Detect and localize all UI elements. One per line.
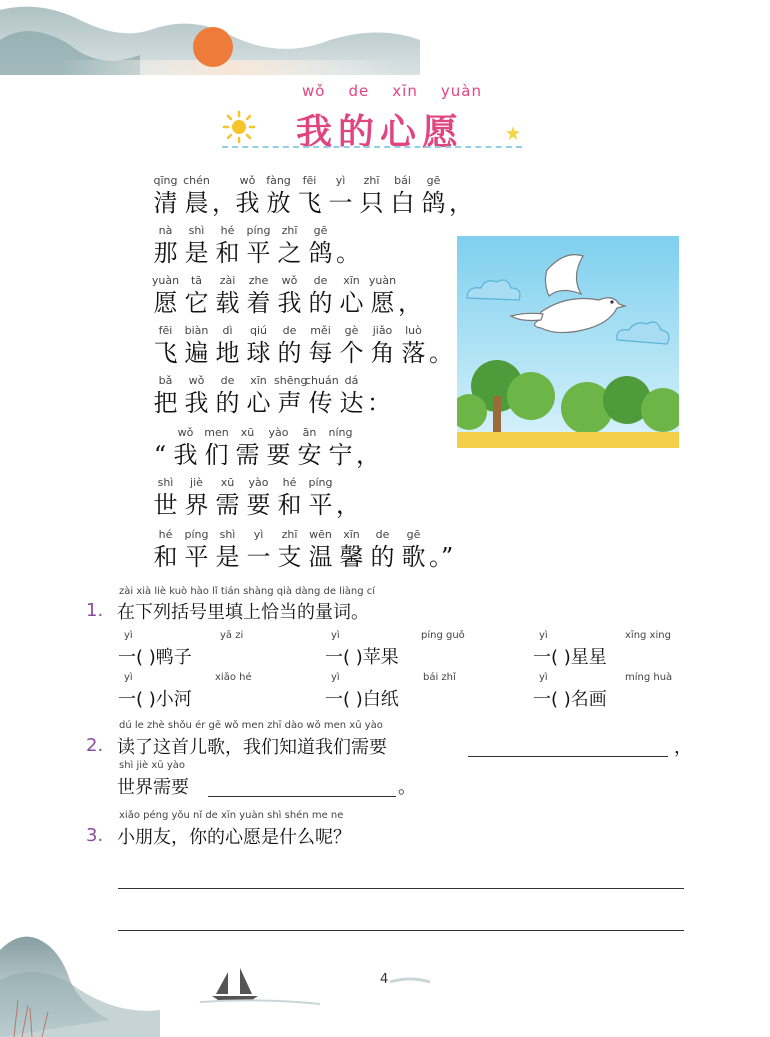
poem-char xyxy=(243,528,274,572)
poem-char xyxy=(398,274,422,318)
poem-char-pinyin: qīng xyxy=(153,174,178,187)
poem-char-pinyin: de xyxy=(282,324,297,337)
poem-char-pinyin: píng xyxy=(184,528,209,541)
poem-char-hanzi: 的 xyxy=(277,339,302,367)
fill-item-5[interactable]: 一( )白纸 xyxy=(325,689,399,710)
poem-char-pinyin: xīn xyxy=(343,274,360,287)
fill-item-4[interactable]: 一( )小河 xyxy=(118,689,192,710)
poem-char-hanzi: 载 xyxy=(215,289,240,317)
poem-char-hanzi: 一 xyxy=(246,543,271,571)
poem-char-pinyin xyxy=(150,426,170,440)
poem-char-hanzi: 心 xyxy=(339,289,364,317)
poem-char xyxy=(294,426,325,470)
poem-char xyxy=(212,274,243,318)
title-pinyin-1: wǒ xyxy=(302,82,326,100)
poem-char xyxy=(181,528,212,572)
poem-char-hanzi: “ xyxy=(153,441,167,469)
poem-char-hanzi: 地 xyxy=(215,339,240,367)
poem-char xyxy=(212,224,243,268)
poem-char-hanzi: 遍 xyxy=(184,339,209,367)
poem-char-pinyin: yào xyxy=(268,426,289,439)
fill-item-3-pinyin-word: xīng xing xyxy=(625,630,671,641)
poem-char-pinyin: xū xyxy=(240,426,255,439)
fill-item-4-pinyin-yi: yì xyxy=(124,672,133,683)
poem-char-pinyin: nà xyxy=(158,224,173,237)
poem-char-pinyin: de xyxy=(313,274,328,287)
fill-item-1-pinyin-yi: yì xyxy=(124,630,133,641)
poem-char-hanzi: 需 xyxy=(215,491,240,519)
poem-char-hanzi: 一 xyxy=(328,189,353,217)
question-1-pinyin: zài xià liè kuò hào lǐ tián shàng qià dàng de liàng cí xyxy=(119,586,376,597)
poem-char xyxy=(336,224,360,268)
poem-char-hanzi: 是 xyxy=(215,543,240,571)
poem-char xyxy=(212,374,243,418)
poem-char-pinyin: xīn xyxy=(250,374,267,387)
poem-line-3 xyxy=(150,274,422,318)
poem-char xyxy=(274,476,305,520)
poem-char-hanzi: ， xyxy=(449,189,473,217)
question-2-blank-1[interactable] xyxy=(468,736,668,757)
poem-char-pinyin: gē xyxy=(406,528,421,541)
poem-char xyxy=(212,174,236,218)
poem-char xyxy=(150,528,181,572)
title-underline xyxy=(222,146,522,148)
poem-char xyxy=(243,224,274,268)
poem-char xyxy=(274,374,308,418)
poem-char-hanzi: 那 xyxy=(153,239,178,267)
poem-char-pinyin: shēng xyxy=(274,374,308,387)
poem-char-pinyin: jiè xyxy=(190,476,203,489)
star-icon xyxy=(506,126,520,140)
poem-char-pinyin: fēi xyxy=(302,174,317,187)
poem-char-hanzi: 落 xyxy=(401,339,426,367)
poem-char xyxy=(367,374,391,418)
poem-char-hanzi: 温 xyxy=(308,543,333,571)
poem-line-6 xyxy=(150,426,380,470)
poem-char-pinyin: jiǎo xyxy=(372,324,393,337)
poem-char xyxy=(294,174,325,218)
poem-char-hanzi: 鸽 xyxy=(421,189,446,217)
poem-char xyxy=(367,324,398,368)
poem-char-hanzi: 需 xyxy=(235,441,260,469)
poem-char-hanzi: 鸽 xyxy=(308,239,333,267)
question-3-pinyin: xiǎo péng yǒu nǐ de xīn yuàn shì shén me ne xyxy=(119,810,344,821)
fill-item-2-pinyin-yi: yì xyxy=(331,630,340,641)
poem-char xyxy=(398,324,429,368)
poem-char-hanzi: 着 xyxy=(246,289,271,317)
poem-char xyxy=(181,374,212,418)
poem-char-pinyin: yuàn xyxy=(368,274,397,287)
poem-char xyxy=(150,274,181,318)
poem-char xyxy=(150,174,181,218)
poem-char-hanzi: 我 xyxy=(173,441,198,469)
poem-char xyxy=(263,426,294,470)
poem-char-pinyin: wǒ xyxy=(281,274,298,287)
poem-char-pinyin: fàng xyxy=(266,174,291,187)
poem-char-pinyin: yì xyxy=(253,528,264,541)
poem-char-hanzi: ， xyxy=(336,491,360,519)
poem-char xyxy=(336,528,367,572)
question-1-number: 1. xyxy=(86,600,104,621)
poem-char-hanzi: 晨 xyxy=(184,189,209,217)
question-1-text: 在下列括号里填上恰当的量词。 xyxy=(117,602,369,623)
poem-char-pinyin xyxy=(429,324,449,338)
poem-char xyxy=(274,324,305,368)
poem-char-hanzi: 飞 xyxy=(297,189,322,217)
poem-char xyxy=(212,528,243,572)
title-pinyin-4: yuàn xyxy=(440,82,482,100)
poem-char-hanzi: 要 xyxy=(266,441,291,469)
question-2-blank-2[interactable] xyxy=(208,776,396,797)
sailboat-icon xyxy=(212,968,258,1000)
poem-char xyxy=(336,324,367,368)
poem-char-pinyin: xū xyxy=(220,476,235,489)
poem-char-pinyin: píng xyxy=(308,476,333,489)
page-number: 4 xyxy=(380,972,389,987)
poem-char-hanzi: 每 xyxy=(308,339,333,367)
poem-char xyxy=(274,224,305,268)
poem-char xyxy=(429,528,454,572)
poem-char-hanzi: 平 xyxy=(308,491,333,519)
poem-char-pinyin xyxy=(212,174,232,188)
poem-char-hanzi: 馨 xyxy=(339,543,364,571)
poem-char xyxy=(356,174,387,218)
poem-char-hanzi: ， xyxy=(212,189,236,217)
poem-char-hanzi: ， xyxy=(356,441,380,469)
question-3-text: 小朋友，你的心愿是什么呢？ xyxy=(117,827,351,848)
poem-char-hanzi: 平 xyxy=(184,543,209,571)
title-pinyin-2: de xyxy=(348,82,370,100)
fill-item-6-pinyin-yi: yì xyxy=(539,672,548,683)
poem-char-hanzi: 的 xyxy=(370,543,395,571)
poem-char-pinyin: wǒ xyxy=(239,174,256,187)
poem-char-hanzi: 平 xyxy=(246,239,271,267)
answer-line-1[interactable] xyxy=(118,888,684,889)
poem-char-hanzi: 角 xyxy=(370,339,395,367)
question-3-number: 3. xyxy=(86,825,104,846)
poem-char xyxy=(181,476,212,520)
poem-char-pinyin: dì xyxy=(222,324,233,337)
poem-char-pinyin xyxy=(367,374,387,388)
question-2-period: 。 xyxy=(398,777,416,798)
poem-char xyxy=(325,426,356,470)
question-2-number: 2. xyxy=(86,735,104,756)
poem-char xyxy=(232,174,263,218)
poem-char-hanzi: 宁 xyxy=(328,441,353,469)
poem-line-2 xyxy=(150,224,360,268)
poem-char-pinyin: wēn xyxy=(309,528,332,541)
poem-char xyxy=(449,174,473,218)
poem-char xyxy=(305,324,336,368)
poem-char-pinyin: zhī xyxy=(281,528,298,541)
poem-char-hanzi: 达 xyxy=(339,389,364,417)
poem-char-hanzi: 世 xyxy=(153,491,178,519)
sun-circle xyxy=(193,27,233,67)
poem-char-hanzi: 们 xyxy=(204,441,229,469)
poem-char xyxy=(150,426,170,470)
poem-char-hanzi: 它 xyxy=(184,289,209,317)
poem-char-pinyin: shì xyxy=(157,476,174,489)
fill-item-5-pinyin-yi: yì xyxy=(331,672,340,683)
poem-char-pinyin: níng xyxy=(328,426,353,439)
poem-char-hanzi: 声 xyxy=(277,389,302,417)
poem-char-hanzi: 白 xyxy=(390,189,415,217)
poem-char xyxy=(325,174,356,218)
fill-item-6[interactable]: 一( )名画 xyxy=(533,689,607,710)
poem-char-hanzi: 和 xyxy=(153,543,178,571)
poem-char xyxy=(181,224,212,268)
poem-char-pinyin: bái xyxy=(394,174,411,187)
poem-char-hanzi: 和 xyxy=(277,491,302,519)
poem-char-hanzi: 我 xyxy=(277,289,302,317)
poem-char-hanzi: 。” xyxy=(429,543,454,571)
poem-char-hanzi: 是 xyxy=(184,239,209,267)
fill-item-3[interactable]: 一( )星星 xyxy=(533,647,607,668)
poem-char-hanzi: 心 xyxy=(246,389,271,417)
poem-char-hanzi: ， xyxy=(398,289,422,317)
poem-char-pinyin: qiú xyxy=(249,324,267,337)
poem-char-pinyin: hé xyxy=(220,224,235,237)
poem-char xyxy=(212,476,243,520)
fill-item-2[interactable]: 一( )苹果 xyxy=(325,647,399,668)
fill-item-1[interactable]: 一( )鸭子 xyxy=(118,647,192,668)
poem-char-pinyin: de xyxy=(220,374,235,387)
dove-illustration xyxy=(457,236,679,448)
poem-char-pinyin xyxy=(449,174,469,188)
fill-item-2-pinyin-word: píng guǒ xyxy=(421,630,465,641)
poem-char xyxy=(367,274,398,318)
poem-char-pinyin: tā xyxy=(190,274,203,287)
poem-char-hanzi: 传 xyxy=(308,389,333,417)
poem-char-hanzi: 我 xyxy=(184,389,209,417)
poem-char-pinyin: píng xyxy=(246,224,271,237)
poem-char-pinyin: yì xyxy=(335,174,346,187)
poem-char-pinyin: de xyxy=(375,528,390,541)
poem-char xyxy=(181,174,212,218)
poem-char-pinyin xyxy=(336,476,356,490)
poem-char xyxy=(243,324,274,368)
poem-char-hanzi: 清 xyxy=(153,189,178,217)
poem-char xyxy=(336,476,360,520)
poem-char xyxy=(305,374,339,418)
poem-char-pinyin: shì xyxy=(219,528,236,541)
poem-char-hanzi: 。 xyxy=(429,339,453,367)
poem-char xyxy=(418,174,449,218)
poem-char-pinyin: yuàn xyxy=(151,274,180,287)
poem-char xyxy=(170,426,201,470)
sun-icon xyxy=(222,110,256,144)
poem-char xyxy=(429,324,453,368)
poem-char-pinyin: dá xyxy=(344,374,359,387)
poem-char xyxy=(274,528,305,572)
poem-line-7 xyxy=(150,476,360,520)
poem-char-pinyin: wǒ xyxy=(177,426,194,439)
poem-char-hanzi: ： xyxy=(367,389,391,417)
page-title: 我的心愿 xyxy=(296,112,465,153)
poem-char-pinyin: fēi xyxy=(158,324,173,337)
poem-char xyxy=(305,224,336,268)
poem-char-hanzi: 的 xyxy=(215,389,240,417)
poem-char xyxy=(305,528,336,572)
poem-char xyxy=(336,374,367,418)
poem-char-pinyin: yào xyxy=(248,476,269,489)
title-pinyin-3: xīn xyxy=(392,82,418,100)
poem-char-pinyin: chuán xyxy=(305,374,339,387)
poem-char xyxy=(243,274,274,318)
poem-char-pinyin: gē xyxy=(313,224,328,237)
poem-char xyxy=(243,374,274,418)
poem-char-pinyin: xīn xyxy=(343,528,360,541)
poem-char xyxy=(336,274,367,318)
poem-char-pinyin xyxy=(429,528,449,542)
poem-char xyxy=(305,274,336,318)
poem-char-hanzi: 安 xyxy=(297,441,322,469)
question-2-comma: ， xyxy=(674,737,692,758)
poem-char-hanzi: 放 xyxy=(266,189,291,217)
poem-char-hanzi: 只 xyxy=(359,189,384,217)
poem-char-hanzi: 界 xyxy=(184,491,209,519)
poem-char xyxy=(356,426,380,470)
poem-char-hanzi: 个 xyxy=(339,339,364,367)
poem-char-pinyin: bǎ xyxy=(158,374,173,387)
fill-item-3-pinyin-yi: yì xyxy=(539,630,548,641)
poem-line-5 xyxy=(150,374,391,418)
poem-char xyxy=(181,324,212,368)
poem-char-hanzi: 的 xyxy=(308,289,333,317)
poem-char-pinyin: shì xyxy=(188,224,205,237)
poem-char-pinyin: hé xyxy=(282,476,297,489)
poem-char-hanzi: 球 xyxy=(246,339,271,367)
poem-char-pinyin: zài xyxy=(219,274,236,287)
poem-char-pinyin: hé xyxy=(158,528,173,541)
poem-char-hanzi: 飞 xyxy=(153,339,178,367)
poem-line-8 xyxy=(150,528,454,572)
fill-item-4-pinyin-word: xiǎo hé xyxy=(215,672,252,683)
poem-char xyxy=(201,426,232,470)
mountain-landscape-bottom-decoration xyxy=(0,920,460,1037)
poem-char-pinyin: měi xyxy=(310,324,331,337)
poem-char-pinyin xyxy=(356,426,376,440)
poem-char xyxy=(150,224,181,268)
poem-char xyxy=(305,476,336,520)
fill-item-5-pinyin-word: bái zhǐ xyxy=(423,672,456,683)
poem-char-pinyin: men xyxy=(204,426,229,439)
poem-char xyxy=(387,174,418,218)
poem-char-hanzi: 我 xyxy=(235,189,260,217)
question-2-pinyin-2: shì jiè xū yào xyxy=(119,760,185,771)
poem-char xyxy=(243,476,274,520)
poem-char xyxy=(150,374,181,418)
poem-line-4 xyxy=(150,324,453,368)
poem-char-hanzi: 愿 xyxy=(370,289,395,317)
poem-char-hanzi: 。 xyxy=(336,239,360,267)
poem-char-hanzi: 愿 xyxy=(153,289,178,317)
question-2-text: 读了这首儿歌，我们知道我们需要 xyxy=(117,737,387,758)
poem-char-pinyin: gē xyxy=(426,174,441,187)
poem-char-pinyin: luò xyxy=(405,324,422,337)
poem-char-pinyin xyxy=(336,224,356,238)
poem-char-pinyin: wǒ xyxy=(188,374,205,387)
question-2-pinyin: dú le zhè shǒu ér gē wǒ men zhī dào wǒ men xū yào xyxy=(119,720,383,731)
poem-char-pinyin: biàn xyxy=(184,324,209,337)
poem-char xyxy=(274,274,305,318)
poem-char-hanzi: 歌 xyxy=(401,543,426,571)
poem-char-pinyin: zhe xyxy=(248,274,269,287)
poem-char xyxy=(181,274,212,318)
fill-item-1-pinyin-word: yā zi xyxy=(220,630,244,641)
poem-char xyxy=(398,528,429,572)
poem-char-hanzi: 之 xyxy=(277,239,302,267)
poem-char xyxy=(263,174,294,218)
poem-line-1 xyxy=(150,174,473,218)
poem-char-pinyin: ān xyxy=(302,426,317,439)
poem-char xyxy=(367,528,398,572)
poem-char-pinyin: zhī xyxy=(281,224,298,237)
poem-char-pinyin: chén xyxy=(183,174,210,187)
poem-char xyxy=(212,324,243,368)
question-2-text-2: 世界需要 xyxy=(117,777,189,798)
poem-char-hanzi: 要 xyxy=(246,491,271,519)
poem-char xyxy=(150,324,181,368)
poem-char-hanzi: 和 xyxy=(215,239,240,267)
poem-char-hanzi: 把 xyxy=(153,389,178,417)
poem-char-hanzi: 支 xyxy=(277,543,302,571)
poem-char-pinyin: gè xyxy=(344,324,359,337)
poem-char xyxy=(150,476,181,520)
poem-char-pinyin: zhī xyxy=(363,174,380,187)
title-pinyin xyxy=(302,82,482,100)
fill-item-6-pinyin-word: míng huà xyxy=(625,672,673,683)
poem-char xyxy=(232,426,263,470)
poem-char-pinyin xyxy=(398,274,418,288)
